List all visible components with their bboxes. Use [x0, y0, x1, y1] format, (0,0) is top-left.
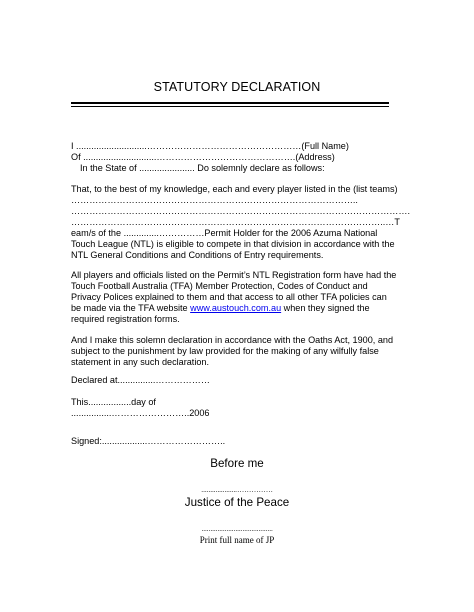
address-line: Of .............................……………………………………….(Address)	[71, 152, 335, 162]
oath-line-2: subject to the punishment by law provided for the making of any wilfully false	[71, 346, 379, 356]
declaration-line-1: That, to the best of my knowledge, each and every player listed in the (list teams)	[71, 184, 398, 194]
state-line: In the State of ...................... Do solemnly declare as follows:	[80, 163, 325, 173]
oath-line-1: And I make this solemn declaration in accordance with the Oaths Act, 1900, and	[71, 335, 394, 345]
jp-label: Justice of the Peace	[184, 496, 290, 509]
title-underline-thick	[71, 102, 389, 104]
officials-line-1: All players and officials listed on the Permit’s NTL Registration form have had the	[71, 270, 397, 280]
title-underline-thin	[71, 106, 389, 107]
oath-line-3: statement in any such declaration.	[71, 357, 210, 367]
declaration-line-6: Touch League (NTL) is eligible to compete in that division in accordance with the	[71, 239, 395, 249]
signed-line: Signed:..................……………………..	[71, 436, 226, 446]
declared-at-line: Declared at...............………………	[71, 375, 210, 385]
declaration-line-3: ………………………………………………………………………………………………….	[71, 206, 410, 216]
document-title: STATUTORY DECLARATION	[153, 80, 321, 94]
declaration-line-5: eam/s of the ..............……………Permit Holder for the 2006 Azuma National	[71, 228, 378, 238]
officials-line-5: required registration forms.	[71, 314, 180, 324]
officials-line-3: Privacy Polices explained to them and that access to all other TFA policies can	[71, 292, 387, 302]
officials-line-4-tail: when they signed the	[281, 303, 370, 313]
declaration-line-7: NTL General Conditions and Conditions of Entry requirements.	[71, 250, 324, 260]
print-name-label: Print full name of JP	[199, 535, 275, 545]
officials-line-4	[71, 303, 370, 314]
declaration-line-4: …………………………………………………………………………………………..…T	[71, 217, 400, 227]
officials-line-2: Touch Football Australia (TFA) Member Protection, Codes of Conduct and	[71, 281, 368, 291]
full-name-line: I ............................……………………………………………(Full Name)	[71, 141, 349, 151]
jp-name-dots: ........................................	[201, 524, 273, 533]
date-day-line: This.................day of	[71, 397, 156, 407]
jp-signature-dots: ....................……………	[201, 485, 273, 494]
declaration-line-2: …………………………………………………………………………………..	[71, 195, 358, 205]
officials-line-4-text: be made via the TFA website	[71, 303, 191, 313]
before-me-label: Before me	[210, 457, 264, 470]
tfa-website-link[interactable]: www.austouch.com.au	[190, 303, 282, 313]
date-year-line: ................……………………..2006	[71, 408, 210, 418]
